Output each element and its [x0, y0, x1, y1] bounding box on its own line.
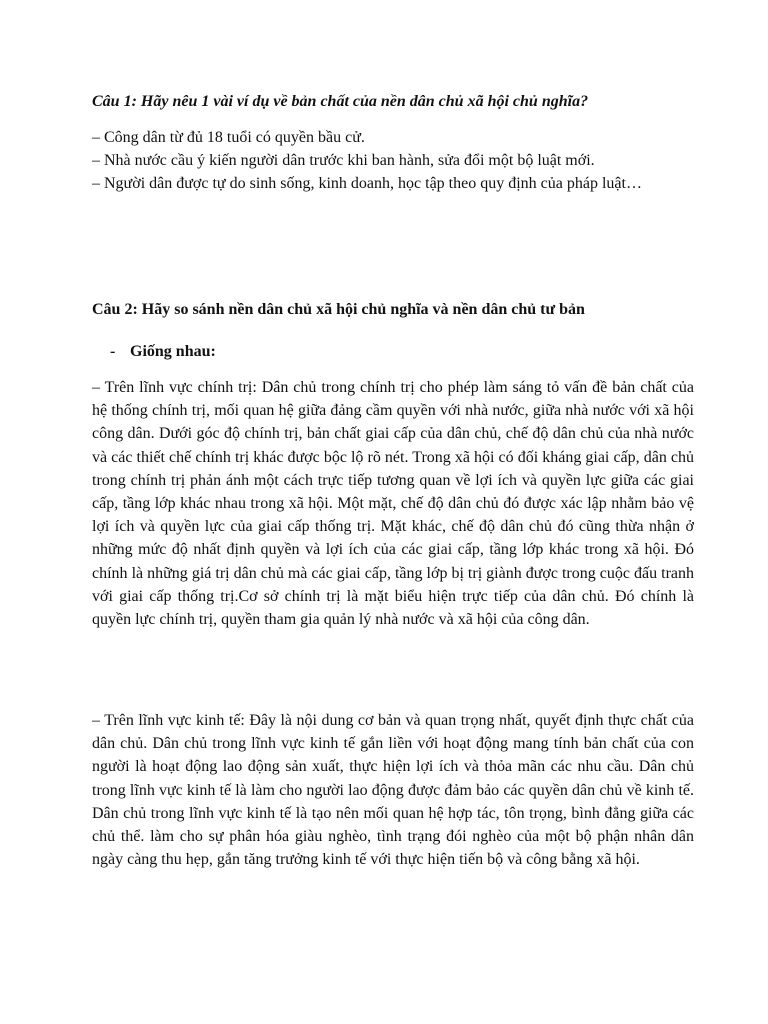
similarities-subheading	[110, 342, 216, 362]
answer-item: – Nhà nước cầu ý kiến người dân trước khi ban hành, sửa đổi một bộ luật mới.	[92, 152, 595, 169]
paragraph-politics: – Trên lĩnh vực chính trị: Dân chủ trong chính trị cho phép làm sáng tỏ vấn đề bản chất của hệ thống chính trị, mối quan hệ giữa đảng cầm quyền với nhà nước, giữa nhà nước với xã hội công dân. Dưới góc độ chính trị, bản chất giai cấp của dân chủ, chế độ dân chủ của nhà nước và các thiết chế chính trị khác được bộc lộ rõ nét. Trong xã hội có đối kháng giai cấp, dân chủ trong chính trị phản ánh một cách trực tiếp tương quan về lợi ích và quyền lực giữa các giai cấp, tầng lớp khác nhau trong xã hội. Một mặt, chế độ dân chủ đó được xác lập nhằm bảo vệ lợi ích và quyền lực của giai cấp thống trị. Mặt khác, chế độ dân chủ đó cũng thừa nhận ở những mức độ nhất định quyền và lợi ích của các giai cấp, tầng lớp khác trong xã hội. Đó chính là những giá trị dân chủ mà các giai cấp, tầng lớp bị trị giành được trong cuộc đấu tranh với giai cấp thống trị.Cơ sở chính trị là mặt biểu hiện trực tiếp của dân chủ. Đó chính là quyền lực chính trị, quyền tham gia quản lý nhà nước và xã hội của công dân.	[92, 379, 694, 629]
document-page	[92, 92, 694, 869]
question-2-title: Câu 2: Hãy so sánh nền dân chủ xã hội chủ nghĩa và nền dân chủ tư bản	[92, 301, 585, 318]
question-1-answer-list	[92, 126, 694, 195]
paragraph-economy: – Trên lĩnh vực kinh tế: Đây là nội dung cơ bản và quan trọng nhất, quyết định thực chất của dân chủ. Dân chủ trong lĩnh vực kinh tế gắn liền với hoạt động mang tính bản chất của con người là hoạt động lao động sản xuất, thực hiện lợi ích và thỏa mãn các nhu cầu. Dân chủ trong lĩnh vực kinh tế là làm cho người lao động được đảm bảo các quyền dân chủ về kinh tế. Dân chủ trong lĩnh vực kinh tế là tạo nên mối quan hệ hợp tác, tôn trọng, bình đẳng giữa các chủ thể. làm cho sự phân hóa giàu nghèo, tình trạng đói nghèo của một bộ phận nhân dân ngày càng thu hẹp, gắn tăng trưởng kinh tế với thực hiện tiến bộ và công bằng xã hội.	[92, 712, 694, 869]
answer-item: – Công dân từ đủ 18 tuổi có quyền bầu cử.	[92, 129, 365, 146]
subheading-text: Giống nhau:	[130, 343, 216, 360]
bullet-dash: -	[110, 343, 116, 360]
question-1-title: Câu 1: Hãy nêu 1 vài ví dụ về bản chất của nền dân chủ xã hội chủ nghĩa?	[92, 93, 589, 110]
answer-item: – Người dân được tự do sinh sống, kinh doanh, học tập theo quy định của pháp luật…	[92, 175, 642, 192]
